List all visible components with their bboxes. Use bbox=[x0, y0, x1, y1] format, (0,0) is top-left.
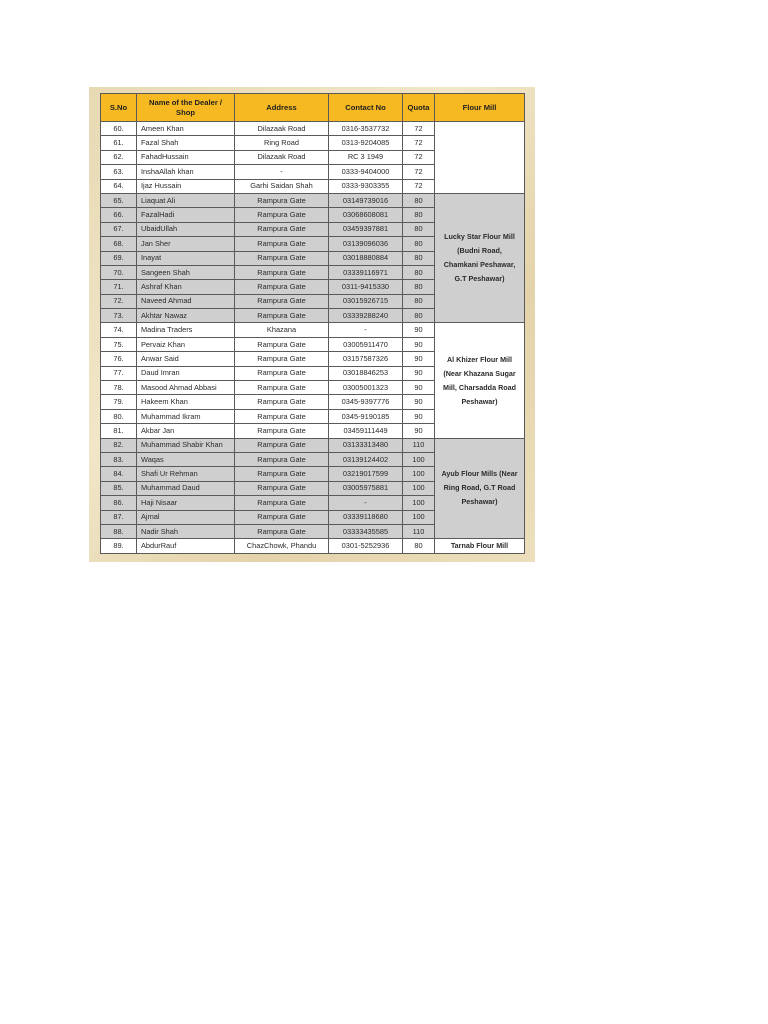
document-scan bbox=[89, 87, 535, 562]
cell-quota: 90 bbox=[403, 381, 435, 395]
header-sno: S.No bbox=[101, 94, 137, 122]
cell-quota: 80 bbox=[403, 539, 435, 553]
cell-contact: 03005911470 bbox=[329, 337, 403, 351]
cell-name: FahadHussain bbox=[137, 150, 235, 164]
cell-quota: 80 bbox=[403, 294, 435, 308]
cell-address: Rampura Gate bbox=[235, 524, 329, 538]
cell-sno: 84. bbox=[101, 467, 137, 481]
cell-quota: 100 bbox=[403, 467, 435, 481]
cell-contact: 03149739016 bbox=[329, 193, 403, 207]
cell-quota: 72 bbox=[403, 165, 435, 179]
cell-sno: 61. bbox=[101, 136, 137, 150]
cell-name: Sangeen Shah bbox=[137, 265, 235, 279]
cell-name: UbaidUllah bbox=[137, 222, 235, 236]
cell-contact: - bbox=[329, 323, 403, 337]
cell-name: Muhammad Ikram bbox=[137, 409, 235, 423]
cell-sno: 74. bbox=[101, 323, 137, 337]
table-row bbox=[101, 122, 525, 136]
table-row bbox=[101, 438, 525, 452]
cell-quota: 80 bbox=[403, 193, 435, 207]
cell-sno: 64. bbox=[101, 179, 137, 193]
cell-quota: 72 bbox=[403, 179, 435, 193]
cell-address: Dilazaak Road bbox=[235, 150, 329, 164]
cell-sno: 68. bbox=[101, 237, 137, 251]
cell-sno: 88. bbox=[101, 524, 137, 538]
cell-sno: 73. bbox=[101, 309, 137, 323]
header-address: Address bbox=[235, 94, 329, 122]
cell-contact: 03157587326 bbox=[329, 352, 403, 366]
cell-sno: 87. bbox=[101, 510, 137, 524]
cell-address: Rampura Gate bbox=[235, 452, 329, 466]
cell-quota: 90 bbox=[403, 395, 435, 409]
cell-contact: 03459111449 bbox=[329, 424, 403, 438]
table-row bbox=[101, 323, 525, 337]
cell-contact: 0301-5252936 bbox=[329, 539, 403, 553]
cell-name: Pervaiz Khan bbox=[137, 337, 235, 351]
cell-sno: 81. bbox=[101, 424, 137, 438]
cell-name: Inayat bbox=[137, 251, 235, 265]
cell-sno: 76. bbox=[101, 352, 137, 366]
cell-address: Rampura Gate bbox=[235, 280, 329, 294]
cell-sno: 86. bbox=[101, 496, 137, 510]
cell-mill-ayub: Ayub Flour Mills (Near Ring Road, G.T Road Peshawar) bbox=[435, 438, 525, 539]
cell-contact: 03339116971 bbox=[329, 265, 403, 279]
cell-name: Naveed Ahmad bbox=[137, 294, 235, 308]
cell-contact: 03139096036 bbox=[329, 237, 403, 251]
cell-name: Jan Sher bbox=[137, 237, 235, 251]
cell-contact: 0345-9190185 bbox=[329, 409, 403, 423]
cell-quota: 80 bbox=[403, 265, 435, 279]
cell-quota: 90 bbox=[403, 366, 435, 380]
cell-contact: 03339288240 bbox=[329, 309, 403, 323]
header-quota: Quota bbox=[403, 94, 435, 122]
cell-address: Khazana bbox=[235, 323, 329, 337]
cell-name: Muhammad Shabir Khan bbox=[137, 438, 235, 452]
dealer-quota-table bbox=[100, 93, 525, 554]
cell-contact: 0311-9415330 bbox=[329, 280, 403, 294]
cell-name: Ameen Khan bbox=[137, 122, 235, 136]
cell-sno: 66. bbox=[101, 208, 137, 222]
cell-quota: 110 bbox=[403, 438, 435, 452]
cell-contact: 0333-9303355 bbox=[329, 179, 403, 193]
cell-contact: 03015926715 bbox=[329, 294, 403, 308]
cell-contact: 0316-3537732 bbox=[329, 122, 403, 136]
cell-contact: RC 3 1949 bbox=[329, 150, 403, 164]
cell-sno: 75. bbox=[101, 337, 137, 351]
cell-address: Rampura Gate bbox=[235, 251, 329, 265]
cell-contact: 0345-9397776 bbox=[329, 395, 403, 409]
cell-quota: 72 bbox=[403, 122, 435, 136]
cell-contact: 0313-9204085 bbox=[329, 136, 403, 150]
cell-quota: 80 bbox=[403, 251, 435, 265]
cell-mill-tarnab: Tarnab Flour Mill bbox=[435, 539, 525, 553]
cell-address: Rampura Gate bbox=[235, 395, 329, 409]
cell-mill-al-khizer: Al Khizer Flour Mill (Near Khazana Sugar Mill, Charsadda Road Peshawar) bbox=[435, 323, 525, 438]
cell-sno: 80. bbox=[101, 409, 137, 423]
cell-sno: 89. bbox=[101, 539, 137, 553]
cell-quota: 80 bbox=[403, 280, 435, 294]
cell-quota: 100 bbox=[403, 452, 435, 466]
cell-name: Ajmal bbox=[137, 510, 235, 524]
cell-contact: 03068608081 bbox=[329, 208, 403, 222]
cell-address: Rampura Gate bbox=[235, 438, 329, 452]
cell-name: Masood Ahmad Abbasi bbox=[137, 381, 235, 395]
cell-address: Rampura Gate bbox=[235, 309, 329, 323]
cell-quota: 110 bbox=[403, 524, 435, 538]
cell-address: Rampura Gate bbox=[235, 222, 329, 236]
cell-name: Madina Traders bbox=[137, 323, 235, 337]
header-dealer-name: Name of the Dealer / Shop bbox=[137, 94, 235, 122]
cell-address: Ring Road bbox=[235, 136, 329, 150]
cell-sno: 65. bbox=[101, 193, 137, 207]
cell-name: Shafi Ur Rehman bbox=[137, 467, 235, 481]
cell-quota: 90 bbox=[403, 424, 435, 438]
cell-sno: 71. bbox=[101, 280, 137, 294]
cell-address: Rampura Gate bbox=[235, 381, 329, 395]
cell-sno: 83. bbox=[101, 452, 137, 466]
cell-sno: 85. bbox=[101, 481, 137, 495]
cell-name: Fazal Shah bbox=[137, 136, 235, 150]
cell-contact: 0333-9404000 bbox=[329, 165, 403, 179]
cell-contact: 03133313480 bbox=[329, 438, 403, 452]
cell-contact: 03018880884 bbox=[329, 251, 403, 265]
cell-sno: 79. bbox=[101, 395, 137, 409]
cell-name: Hakeem Khan bbox=[137, 395, 235, 409]
cell-quota: 90 bbox=[403, 337, 435, 351]
cell-contact: 03005975881 bbox=[329, 481, 403, 495]
cell-quota: 100 bbox=[403, 481, 435, 495]
cell-name: Daud Imran bbox=[137, 366, 235, 380]
cell-name: AbdurRauf bbox=[137, 539, 235, 553]
cell-address: ChazChowk, Phandu bbox=[235, 539, 329, 553]
cell-address: Rampura Gate bbox=[235, 409, 329, 423]
cell-address: Rampura Gate bbox=[235, 294, 329, 308]
cell-sno: 70. bbox=[101, 265, 137, 279]
cell-contact: 03005001323 bbox=[329, 381, 403, 395]
cell-quota: 80 bbox=[403, 237, 435, 251]
cell-name: InshaAllah khan bbox=[137, 165, 235, 179]
cell-name: Akhtar Nawaz bbox=[137, 309, 235, 323]
cell-address: Rampura Gate bbox=[235, 337, 329, 351]
cell-quota: 80 bbox=[403, 208, 435, 222]
header-flour-mill: Flour Mill bbox=[435, 94, 525, 122]
cell-quota: 100 bbox=[403, 496, 435, 510]
cell-address: Rampura Gate bbox=[235, 237, 329, 251]
cell-address: Rampura Gate bbox=[235, 366, 329, 380]
cell-contact: 03339118680 bbox=[329, 510, 403, 524]
cell-mill-blank bbox=[435, 122, 525, 194]
cell-contact: 03018846253 bbox=[329, 366, 403, 380]
cell-address: - bbox=[235, 165, 329, 179]
cell-name: FazalHadi bbox=[137, 208, 235, 222]
cell-sno: 67. bbox=[101, 222, 137, 236]
cell-sno: 82. bbox=[101, 438, 137, 452]
cell-quota: 72 bbox=[403, 150, 435, 164]
cell-contact: 03459397881 bbox=[329, 222, 403, 236]
cell-quota: 100 bbox=[403, 510, 435, 524]
table-row bbox=[101, 539, 525, 553]
cell-name: Waqas bbox=[137, 452, 235, 466]
cell-name: Muhammad Daud bbox=[137, 481, 235, 495]
cell-name: Haji Nisaar bbox=[137, 496, 235, 510]
cell-quota: 90 bbox=[403, 409, 435, 423]
cell-address: Rampura Gate bbox=[235, 208, 329, 222]
cell-contact: 03219017599 bbox=[329, 467, 403, 481]
cell-sno: 63. bbox=[101, 165, 137, 179]
table-header-row bbox=[101, 94, 525, 122]
cell-contact: 03333435585 bbox=[329, 524, 403, 538]
cell-name: Nadir Shah bbox=[137, 524, 235, 538]
cell-address: Rampura Gate bbox=[235, 510, 329, 524]
cell-name: Ijaz Hussain bbox=[137, 179, 235, 193]
header-contact: Contact No bbox=[329, 94, 403, 122]
cell-quota: 80 bbox=[403, 222, 435, 236]
cell-address: Rampura Gate bbox=[235, 496, 329, 510]
cell-address: Rampura Gate bbox=[235, 424, 329, 438]
cell-quota: 90 bbox=[403, 323, 435, 337]
cell-address: Rampura Gate bbox=[235, 265, 329, 279]
cell-address: Dilazaak Road bbox=[235, 122, 329, 136]
cell-contact: - bbox=[329, 496, 403, 510]
cell-name: Anwar Said bbox=[137, 352, 235, 366]
cell-sno: 62. bbox=[101, 150, 137, 164]
cell-address: Garhi Saidan Shah bbox=[235, 179, 329, 193]
cell-name: Liaquat Ali bbox=[137, 193, 235, 207]
cell-sno: 60. bbox=[101, 122, 137, 136]
cell-address: Rampura Gate bbox=[235, 193, 329, 207]
cell-address: Rampura Gate bbox=[235, 467, 329, 481]
cell-quota: 90 bbox=[403, 352, 435, 366]
cell-name: Akbar Jan bbox=[137, 424, 235, 438]
cell-quota: 72 bbox=[403, 136, 435, 150]
cell-sno: 72. bbox=[101, 294, 137, 308]
cell-address: Rampura Gate bbox=[235, 352, 329, 366]
cell-name: Ashraf Khan bbox=[137, 280, 235, 294]
table-row bbox=[101, 193, 525, 207]
cell-contact: 03139124402 bbox=[329, 452, 403, 466]
cell-sno: 77. bbox=[101, 366, 137, 380]
cell-sno: 69. bbox=[101, 251, 137, 265]
cell-address: Rampura Gate bbox=[235, 481, 329, 495]
cell-sno: 78. bbox=[101, 381, 137, 395]
cell-quota: 80 bbox=[403, 309, 435, 323]
cell-mill-lucky-star: Lucky Star Flour Mill (Budni Road, Chamkani Peshawar, G.T Peshawar) bbox=[435, 193, 525, 323]
